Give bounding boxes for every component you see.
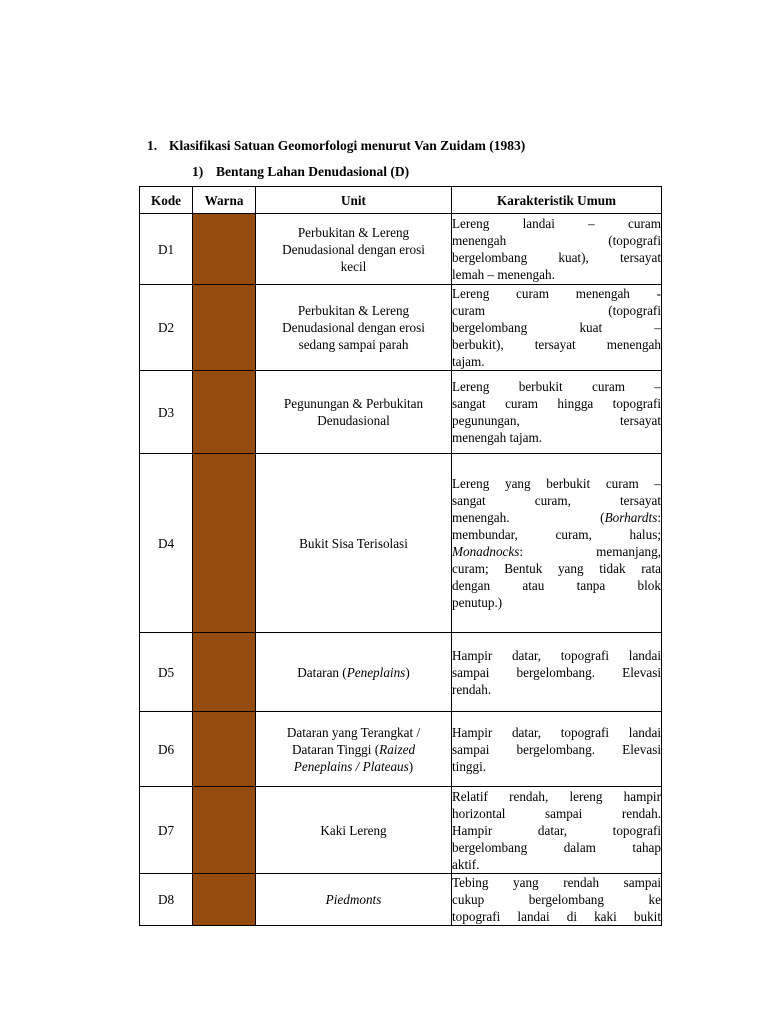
- karakteristik-line: tinggi.: [452, 758, 487, 774]
- color-swatch-cell: [193, 787, 256, 874]
- color-swatch: [193, 285, 255, 370]
- table-row: [140, 371, 662, 454]
- unit-cell: [256, 633, 452, 712]
- karakteristik-cell: [452, 371, 662, 454]
- karakteristik-line: Hampir datar, topografi landai: [452, 647, 661, 663]
- header-karakteristik: Karakteristik Umum: [452, 187, 662, 214]
- karakteristik-line: topografi landai di kaki bukit: [452, 909, 661, 924]
- unit-cell: [256, 285, 452, 371]
- color-swatch: [193, 633, 255, 711]
- subsection-title: Bentang Lahan Denudasional (D): [216, 164, 410, 179]
- karakteristik-line: penutup.): [452, 595, 503, 610]
- kode-cell: D7: [140, 787, 193, 874]
- unit-line: Perbukitan & Lereng: [297, 224, 410, 240]
- karakteristik-cell: [452, 712, 662, 787]
- header-warna: Warna: [193, 187, 256, 214]
- karakteristik-line: curam; Bentuk yang tidak rata: [452, 561, 661, 576]
- unit-line: Denudasional dengan erosi: [282, 320, 425, 335]
- karakteristik-line: berbukit), tersayat menengah: [452, 337, 661, 352]
- color-swatch-cell: [193, 371, 256, 454]
- table-header-row: [140, 187, 662, 214]
- kode-cell: D2: [140, 285, 193, 371]
- kode-cell: D4: [140, 454, 193, 633]
- unit-line: Perbukitan & Lereng: [297, 303, 410, 318]
- karakteristik-cell: [452, 787, 662, 874]
- karakteristik-cell: [452, 454, 662, 633]
- unit-cell: [256, 712, 452, 787]
- karakteristik-line: Monadnocks: memanjang,: [452, 544, 661, 559]
- unit-cell: [256, 454, 452, 633]
- header-kode: Kode: [140, 187, 193, 214]
- karakteristik-line: aktif.: [452, 856, 480, 872]
- karakteristik-line: tajam.: [452, 354, 485, 369]
- color-swatch: [193, 454, 255, 632]
- unit-line: Denudasional dengan erosi: [282, 241, 425, 257]
- karakteristik-line: Relatif rendah, lereng hampir: [452, 788, 661, 804]
- karakteristik-line: sampai bergelombang. Elevasi: [452, 664, 661, 680]
- color-swatch-cell: [193, 633, 256, 712]
- color-swatch: [193, 787, 255, 873]
- color-swatch-cell: [193, 454, 256, 633]
- karakteristik-cell: [452, 633, 662, 712]
- karakteristik-cell: [452, 214, 662, 285]
- unit-cell: [256, 787, 452, 874]
- karakteristik-line: menengah tajam.: [452, 430, 543, 445]
- karakteristik-line: cukup bergelombang ke: [452, 892, 661, 907]
- unit-line: Dataran (Peneplains): [297, 664, 410, 680]
- unit-line: Peneplains / Plateaus): [293, 758, 414, 774]
- color-swatch: [193, 712, 255, 786]
- subsection-heading: [192, 164, 409, 180]
- section-title: Klasifikasi Satuan Geomorfologi menurut Van Zuidam (1983): [169, 138, 526, 153]
- kode-cell: D6: [140, 712, 193, 787]
- table-row: [140, 712, 662, 787]
- table-row: [140, 454, 662, 633]
- karakteristik-line: bergelombang kuat), tersayat: [452, 250, 661, 265]
- karakteristik-line: rendah.: [452, 681, 492, 697]
- karakteristik-line: Tebing yang rendah sampai: [452, 875, 661, 890]
- color-swatch-cell: [193, 285, 256, 371]
- unit-line: Dataran yang Terangkat /: [286, 724, 421, 740]
- karakteristik-line: Lereng curam menengah -: [452, 286, 661, 301]
- kode-cell: D1: [140, 214, 193, 285]
- unit-line: Denudasional: [317, 413, 390, 428]
- karakteristik-line: curam (topografi: [452, 303, 661, 318]
- unit-line: Piedmonts: [325, 892, 382, 907]
- unit-line: sedang sampai parah: [298, 337, 409, 352]
- section-number: 1.: [147, 138, 158, 153]
- karakteristik-line: pegunungan, tersayat: [452, 413, 661, 428]
- subsection-number: 1): [192, 164, 204, 179]
- kode-cell: D3: [140, 371, 193, 454]
- color-swatch-cell: [193, 874, 256, 926]
- karakteristik-line: sampai bergelombang. Elevasi: [452, 741, 661, 757]
- karakteristik-line: bergelombang dalam tahap: [452, 839, 661, 855]
- unit-line: kecil: [340, 258, 367, 274]
- landform-table: [139, 186, 662, 926]
- karakteristik-line: menengah (topografi: [452, 233, 661, 248]
- table-row: [140, 633, 662, 712]
- karakteristik-line: dengan atau tanpa blok: [452, 578, 661, 593]
- unit-cell: [256, 874, 452, 926]
- karakteristik-line: bergelombang kuat –: [452, 320, 661, 335]
- karakteristik-line: Hampir datar, topografi: [452, 822, 661, 838]
- unit-line: Bukit Sisa Terisolasi: [299, 535, 408, 551]
- color-swatch-cell: [193, 712, 256, 787]
- color-swatch-cell: [193, 214, 256, 285]
- karakteristik-line: Lereng berbukit curam –: [452, 379, 661, 394]
- karakteristik-line: sangat curam, tersayat: [452, 493, 661, 508]
- table-row: [140, 214, 662, 285]
- section-heading: [147, 138, 525, 154]
- color-swatch: [193, 874, 255, 925]
- karakteristik-line: sangat curam hingga topografi: [452, 396, 661, 411]
- karakteristik-line: lemah – menengah.: [452, 267, 555, 282]
- karakteristik-line: horizontal sampai rendah.: [452, 805, 661, 821]
- karakteristik-line: menengah. (Borhardts:: [452, 510, 661, 525]
- karakteristik-line: Lereng yang berbukit curam –: [452, 476, 661, 491]
- kode-cell: D8: [140, 874, 193, 926]
- karakteristik-line: Hampir datar, topografi landai: [452, 724, 661, 740]
- karakteristik-line: Lereng landai – curam: [452, 216, 661, 231]
- color-swatch: [193, 371, 255, 453]
- kode-cell: D5: [140, 633, 193, 712]
- table-row: [140, 874, 662, 926]
- unit-cell: [256, 371, 452, 454]
- unit-line: Kaki Lereng: [320, 822, 387, 838]
- karakteristik-cell: [452, 874, 662, 926]
- color-swatch: [193, 214, 255, 284]
- table-row: [140, 285, 662, 371]
- header-unit: Unit: [256, 187, 452, 214]
- karakteristik-line: membundar, curam, halus;: [452, 527, 661, 542]
- unit-line: Pegunungan & Perbukitan: [283, 396, 424, 411]
- unit-line: Dataran Tinggi (Raized: [291, 741, 416, 757]
- karakteristik-cell: [452, 285, 662, 371]
- unit-cell: [256, 214, 452, 285]
- table-row: [140, 787, 662, 874]
